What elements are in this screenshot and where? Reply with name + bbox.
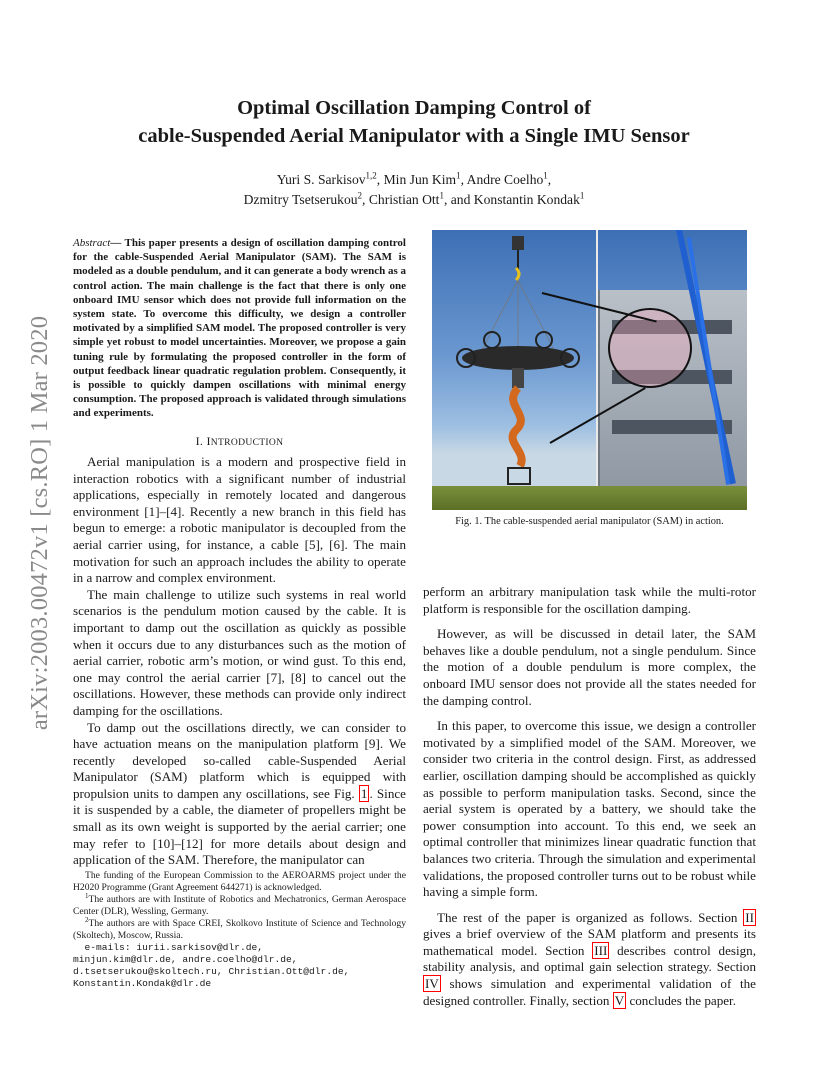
section-reference-link[interactable]: V [614, 992, 625, 1008]
footnote-funding: The funding of the European Commission to the AEROARMS project under the H2020 Programme (Grant Agreement 644271) is acknowledged. [73, 870, 406, 893]
authors-line-2: Dzmitry Tsetserukou$^2$, Christian Ott$^1$, and Konstantin Kondak$^1$ [243, 190, 585, 207]
figure-caption: Fig. 1. The cable-suspended aerial manipulator (SAM) in action. [455, 516, 724, 527]
author-list [80, 170, 748, 210]
footnotes [73, 870, 406, 990]
figure-sam-photo [432, 230, 747, 510]
abstract-label: Abstract [73, 237, 111, 249]
paper-title [60, 94, 768, 150]
paragraph: The main challenge to utilize such systems in real world scenarios is the pendulum motion caused by the cable. It is important to damp out the oscillation as quickly as possible when it occurs due to any disturbances such as the motion of aerial carrier, robotic arm’s motion, or wind gust. To this end, one may control the aerial carrier [7], [8] to cancel out the oscillations. However, these methods can provide only indirect damping for the oscillations. [73, 586, 406, 718]
section-reference-link[interactable]: III [594, 942, 608, 958]
section-reference-link[interactable]: IV [425, 976, 439, 992]
paragraph: perform an arbitrary manipulation task while the multi-rotor platform is responsible for the oscillation damping. [423, 584, 756, 616]
introduction-body [73, 454, 406, 869]
abstract [73, 236, 406, 421]
right-column-body [423, 584, 756, 1009]
paragraph: However, as will be discussed in detail later, the SAM behaves like a double pendulum, not a single pendulum. Since the motion of a double pendulum is more complex, the onboard IMU sensor does not provide all the states needed for the damping control. [423, 626, 756, 708]
aerial-manipulator-image [432, 230, 597, 510]
ground-image [432, 486, 747, 510]
title-line-2: cable-Suspended Aerial Manipulator with a Single IMU Sensor [138, 125, 690, 147]
paragraph: The rest of the paper is organized as follows. Section II gives a brief overview of the SAM platform and presents its mathematical model. Section III describes control design, stability analysis, and optimal gain selection strategy. Section IV shows simulation and experimental validation of the designed controller. Finally, section V concludes the paper. [423, 909, 756, 1008]
paragraph: In this paper, to overcome this issue, we design a controller motivated by a simplified model of the SAM. Moreover, we consider two criteria in the control design. First, as addressed earlier, oscillation damping should be accomplished as quickly as possible to perform manipulation tasks. Second, since the aerial system is operated by a battery, we should take the power consumption into account. To this end, we seek an optimal controller that minimizes linear quadratic function that balances two criteria. Through the simulation and experimental validations, the proposed controller turns out to be robust while having a simple form. [423, 718, 756, 900]
paragraph: Aerial manipulation is a modern and prospective field in interaction robotics with a significant number of industrial applications, especially in remotely located and dangerous environment [1]–[4]. Recently a new branch in this field has begun to emerge: a robotic manipulator is decoupled from the aerial carrier using, for instance, a cable [5], [6]. The main motivation for such an approach includes the ability to operate in a narrow and complex environment. [73, 454, 406, 586]
author-emails: e-mails: iurii.sarkisov@dlr.de, minjun.kim@dlr.de, andre.coelho@dlr.de, d.tsetserukou@skoltech.ru, Christian.Ott@dlr.de, Konstantin.Kondak@dlr.de [73, 942, 350, 989]
authors-line-1: Yuri S. Sarkisov$^{1,2}$, Min Jun Kim$^1$, Andre Coelho$^1$, [276, 170, 552, 187]
section-heading-introduction: I. INTRODUCTION [195, 434, 284, 448]
figure-reference-link[interactable]: 1 [360, 785, 368, 801]
arxiv-stamp [26, 288, 54, 758]
title-line-1: Optimal Oscillation Damping Control of [237, 97, 591, 119]
abstract-text: — This paper presents a design of oscillation damping control for the cable-Suspended Aerial Manipulator (SAM). The SAM is modeled as a double pendulum, and it can generate a body wrench as a control action. The main challenge is the fact that there is only one onboard IMU sensor which does not provide full information on the system state. To overcome this difficulty, we design a controller motivated by a simplified SAM model. The proposed controller is very simple yet robust to model uncertainties. Moreover, we propose a gain tuning rule by formulating the proposed controller in the form of output feedback linear quadratic regulation problem. Consequently, it is possible to quickly dampen oscillations with minimal energy consumption. The proposed approach is validated through simulations and experiments. [73, 237, 406, 420]
paragraph: To damp out the oscillations directly, we can consider to have actuation means on the manipulation platform [9]. We recently developed so-called cable-Suspended Aerial Manipulator (SAM) platform which is equipped with propulsion units to dampen any oscillations, see Fig. 1 . Since it is suspended by a cable, the diameter of propellers might be small as its own weight is supported by the aerial carrier; one may refer to [10]–[12] for more details about design and application of the SAM. Therefore, the manipulator can [73, 719, 406, 868]
footnote-affiliation-2: $^2$The authors are with Space CREI, Skolkovo Institute of Science and Technology (Skoltech), Moscow, Russia. [73, 915, 406, 941]
footnote-affiliation-1: $^1$The authors are with Institute of Robotics and Mechatronics, German Aerospace Center (DLR), Wessling, Germany. [73, 891, 406, 917]
section-reference-link[interactable]: II [745, 909, 754, 925]
arxiv-identifier: arXiv:2003.00472v1 [cs.RO] 1 Mar 2020 [26, 315, 54, 731]
